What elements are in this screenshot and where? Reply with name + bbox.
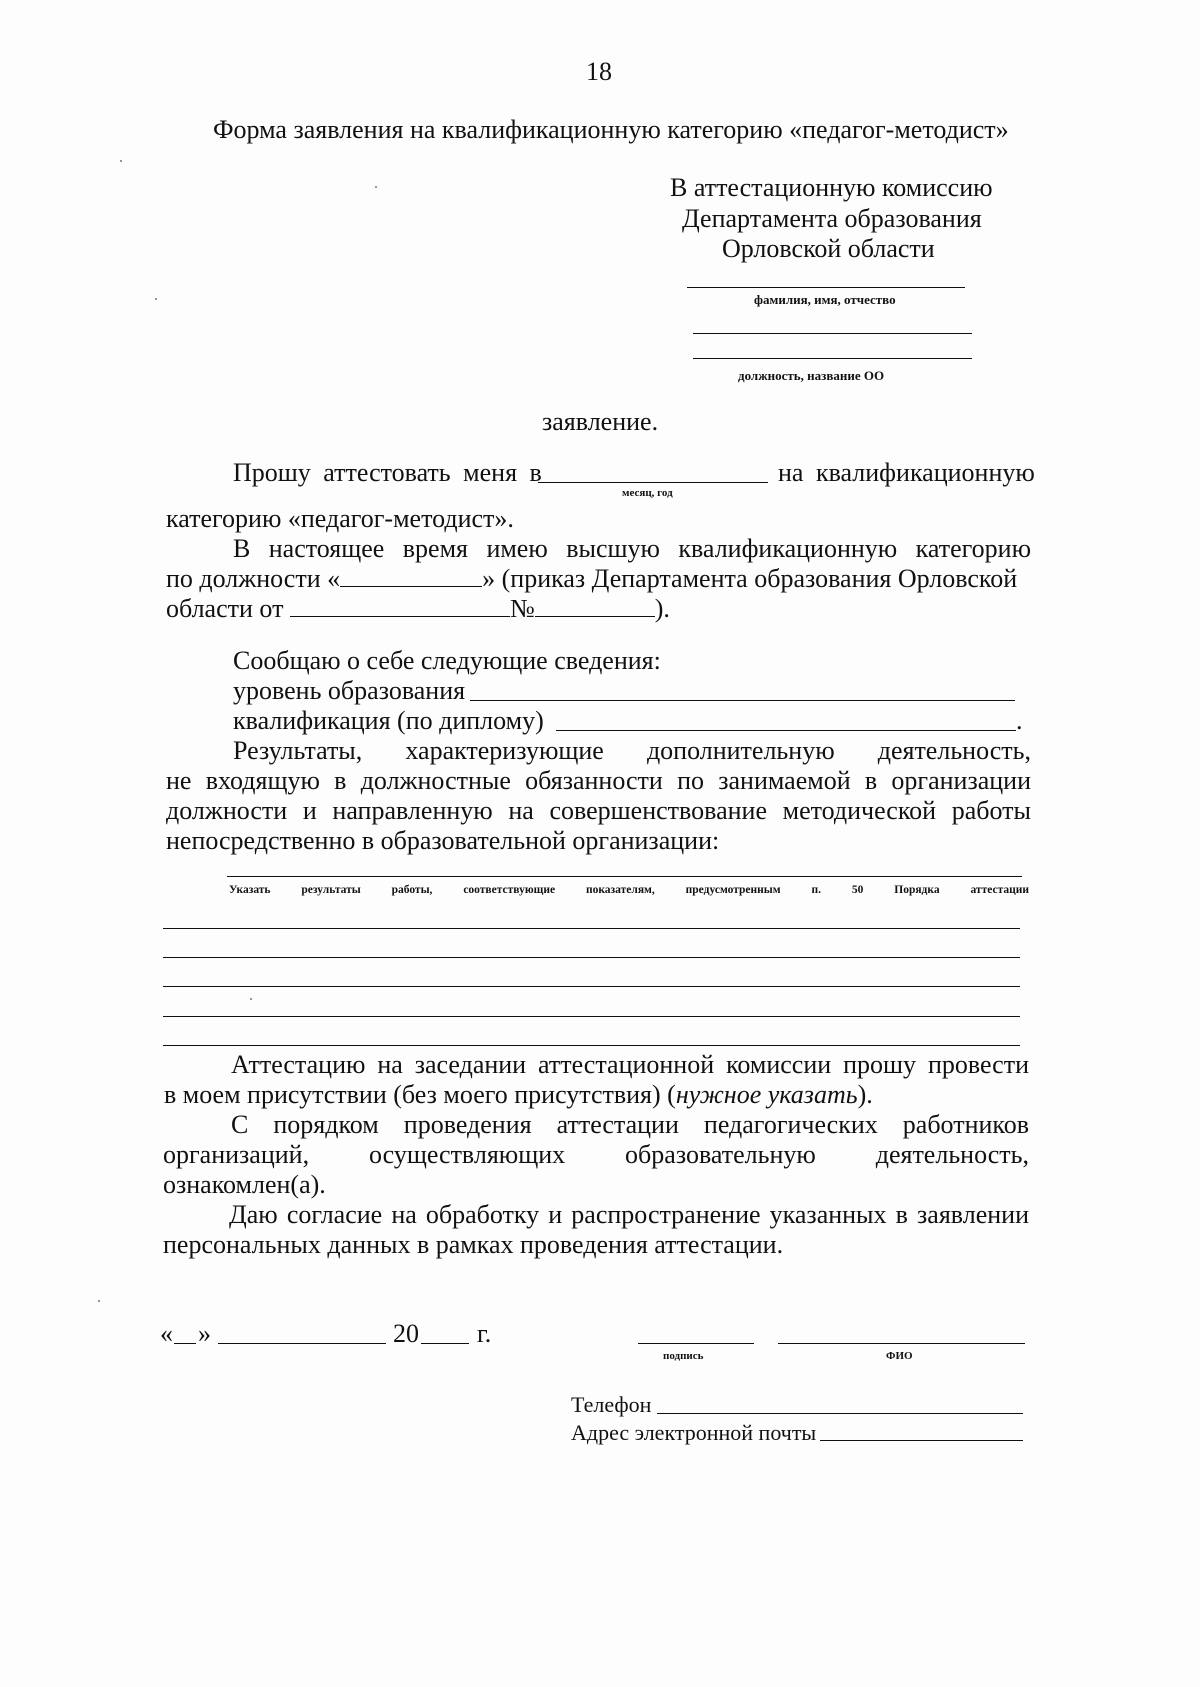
education-field[interactable] (470, 700, 1015, 701)
fio-hint: фамилия, имя, отчество (754, 292, 896, 307)
page-number: 18 (586, 57, 612, 86)
order-close: ). (654, 594, 670, 623)
qualification-label: квалификация (по диплому) (233, 706, 544, 735)
attestation-close: ). (857, 1080, 873, 1109)
form-title: Форма заявления на квалификационную категорию «педагог-методист» (213, 115, 1009, 144)
current-category-prefix: по должности « (166, 564, 341, 593)
order-date-field[interactable] (290, 594, 510, 617)
signature-field[interactable] (638, 1343, 754, 1344)
position-field-1[interactable] (693, 333, 972, 334)
results-hint: Указать результаты работы, соответствующие показателям, предусмотренным п. 50 Порядка аттестации (229, 884, 1029, 896)
date-day-field[interactable] (174, 1343, 196, 1344)
familiar-line-3: ознакомлен(а). (163, 1170, 326, 1199)
info-intro: Сообщаю о себе следующие сведения: (233, 646, 661, 675)
date-close: » (198, 1319, 211, 1348)
year-field[interactable] (421, 1343, 469, 1344)
position-field-2[interactable] (693, 358, 972, 359)
phone-field[interactable] (657, 1413, 1023, 1414)
qualification-end: . (1016, 706, 1023, 735)
attestation-line-1: Аттестацию на заседании аттестационной комиссии прошу провести (231, 1050, 1029, 1079)
scan-speck (155, 298, 157, 300)
year-suffix: г. (477, 1319, 492, 1348)
order-date-label: области от (166, 594, 284, 623)
date-open: « (160, 1319, 173, 1348)
email-label: Адрес электронной почты (571, 1420, 817, 1445)
results-line-4: непосредственно в образовательной организации: (166, 826, 720, 855)
current-category-line-3 (166, 593, 670, 625)
current-category-suffix: » (приказ Департамента образования Орловской (482, 564, 1018, 593)
order-number-label: № (509, 594, 535, 623)
scan-speck (375, 186, 377, 188)
fio-field[interactable] (687, 287, 965, 288)
current-category-line-1: В настоящее время имею высшую квалификационную категорию (233, 534, 1031, 563)
results-field-6[interactable] (163, 1045, 1020, 1046)
familiar-line-1: С порядком проведения аттестации педагогических работников (231, 1110, 1029, 1139)
position-hint: должность, название ОО (738, 368, 885, 383)
familiar-line-2: организаций, осуществляющих образовательную деятельность, (163, 1140, 1029, 1169)
consent-line-2: персональных данных в рамках проведения аттестации. (163, 1230, 784, 1259)
addressee-line-1: В аттестационную комиссию (670, 173, 993, 202)
results-line-3: должности и направленную на совершенствование методической работы (166, 796, 1031, 825)
results-field-5[interactable] (163, 1016, 1020, 1017)
results-field-4[interactable] (163, 986, 1020, 987)
attestation-text: в моем присутствии (без моего присутствия) ( (164, 1080, 676, 1109)
results-line-2: не входящую в должностные обязанности по занимаемой в организации (166, 766, 1031, 795)
qualification-field[interactable] (556, 730, 1016, 731)
signature-hint: подпись (663, 1350, 704, 1362)
scan-speck (250, 998, 252, 1000)
month-year-hint: месяц, год (622, 487, 673, 499)
attestation-note: нужное указать (675, 1080, 858, 1109)
signature-fio-hint: ФИО (886, 1350, 913, 1362)
month-year-field[interactable] (538, 482, 768, 483)
scan-speck (98, 1300, 100, 1302)
consent-line-1: Даю согласие на обработку и распространение указанных в заявлении (229, 1200, 1029, 1229)
phone-label: Телефон (571, 1392, 652, 1417)
results-field-2[interactable] (163, 928, 1020, 929)
date-month-field[interactable] (218, 1343, 386, 1344)
position-name-field[interactable] (340, 564, 482, 587)
application-heading: заявление. (542, 407, 659, 436)
email-field[interactable] (820, 1440, 1023, 1441)
education-label: уровень образования (233, 676, 466, 705)
attestation-line-2 (164, 1079, 873, 1111)
signature-fio-field[interactable] (778, 1343, 1025, 1344)
scan-speck (120, 160, 122, 162)
request-text-start: Прошу аттестовать меня в (233, 458, 542, 487)
results-line-1: Результаты, характеризующие дополнительную деятельность, (233, 736, 1031, 765)
request-text-end: на квалификационную (778, 458, 1035, 487)
current-category-line-2 (166, 563, 1034, 595)
year-prefix: 20 (393, 1319, 419, 1348)
addressee-line-3: Орловской области (722, 234, 935, 263)
results-field-3[interactable] (163, 957, 1020, 958)
results-field-1[interactable] (227, 876, 1022, 877)
order-number-field[interactable] (535, 594, 655, 617)
request-category: категорию «педагог-методист». (166, 504, 514, 533)
addressee-line-2: Департамента образования (682, 204, 982, 233)
